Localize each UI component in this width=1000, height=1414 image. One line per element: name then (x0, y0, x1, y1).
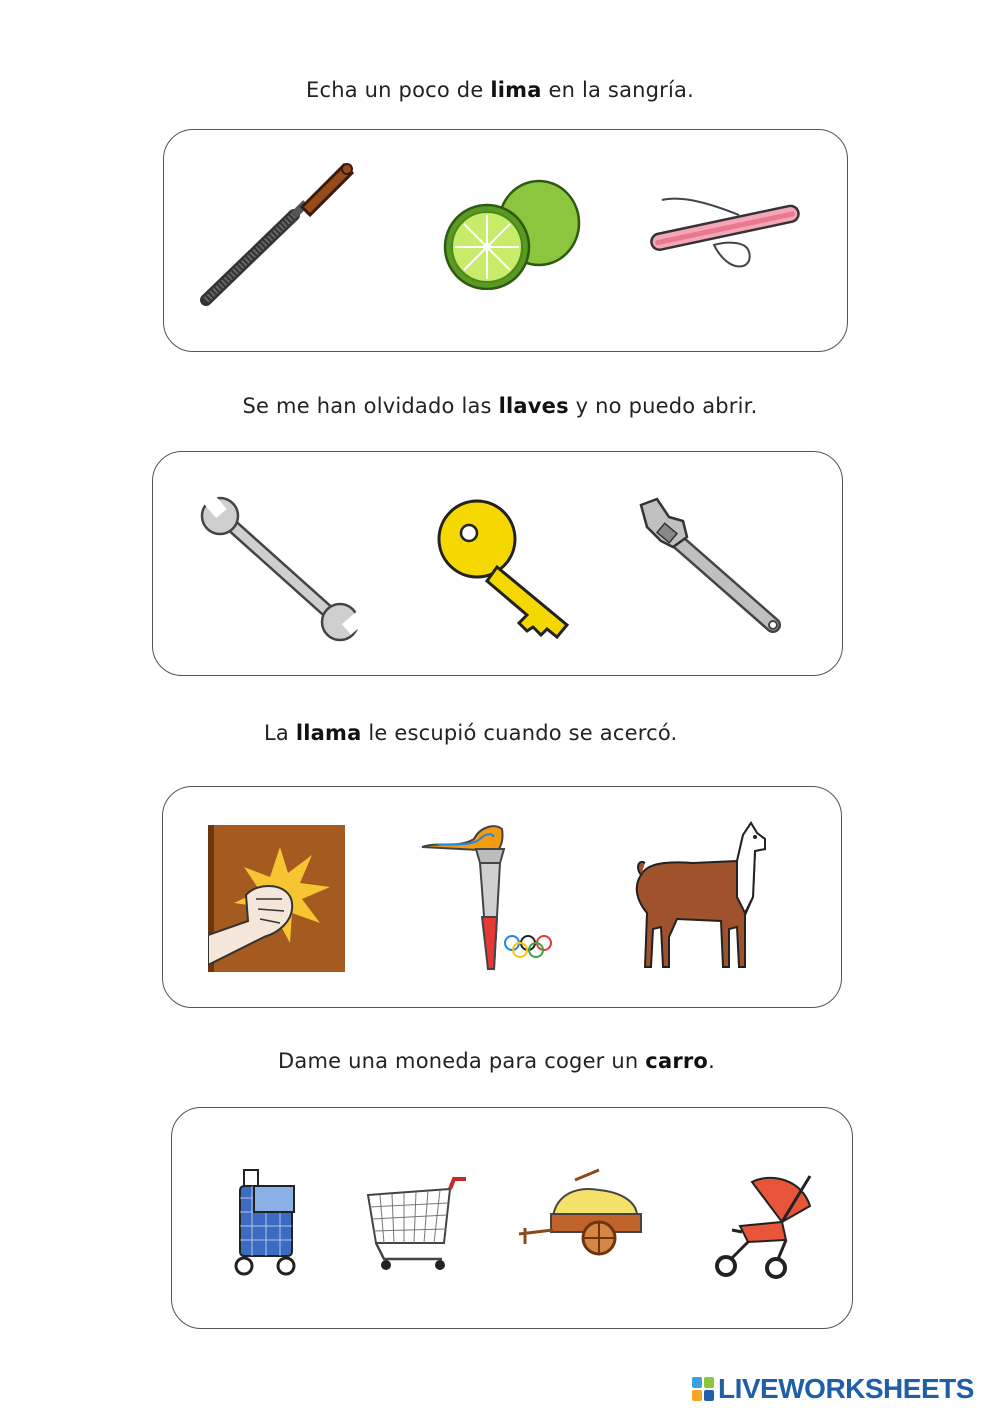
sentence-4-keyword: carro (645, 1049, 709, 1073)
sentence-2-after: y no puedo abrir. (568, 394, 758, 418)
sentence-3-after: le escupió cuando se acercó. (361, 721, 678, 745)
sentence-2-before: Se me han olvidado las (242, 394, 499, 418)
sentence-1-before: Echa un poco de (305, 78, 491, 102)
option-lime[interactable] (439, 175, 584, 290)
sentence-3-before: La (264, 721, 296, 745)
option-nail-file[interactable] (644, 190, 804, 280)
option-open-end-wrench[interactable] (198, 494, 363, 644)
sentence-3-keyword: llama (295, 721, 362, 745)
hay-cart-icon (517, 1168, 647, 1268)
sentence-1-after: en la sangría. (541, 78, 694, 102)
option-hay-cart[interactable] (517, 1168, 647, 1268)
option-llama[interactable] (633, 817, 783, 977)
option-knock-door[interactable] (208, 825, 345, 972)
options-box-2 (152, 451, 843, 676)
lime-fruit-icon (439, 175, 584, 290)
baby-stroller-icon (712, 1170, 822, 1280)
llama-animal-icon (633, 817, 783, 977)
options-box-1 (163, 129, 848, 352)
liveworksheets-brand-text: LIVEWORKSHEETS (718, 1373, 974, 1404)
open-end-wrench-icon (198, 494, 363, 644)
knock-door-icon (208, 825, 345, 972)
option-adjustable-wrench[interactable] (635, 497, 795, 647)
options-box-4 (171, 1107, 853, 1329)
olympic-torch-icon (418, 821, 568, 971)
sentence-2 (0, 394, 1000, 418)
sentence-1 (0, 78, 1000, 102)
nail-file-icon (644, 190, 804, 280)
option-baby-stroller[interactable] (712, 1170, 822, 1280)
sentence-1-keyword: lima (490, 78, 542, 102)
option-shopping-trolley-bag[interactable] (232, 1168, 302, 1278)
shopping-trolley-bag-icon (232, 1168, 302, 1278)
adjustable-wrench-icon (635, 497, 795, 647)
sentence-3 (264, 721, 677, 745)
liveworksheets-logo-icon (692, 1377, 714, 1401)
sentence-4-after: . (708, 1049, 715, 1073)
sentence-4-before: Dame una moneda para coger un (278, 1049, 646, 1073)
sentence-2-keyword: llaves (498, 394, 569, 418)
options-box-3 (162, 786, 842, 1008)
option-key[interactable] (435, 497, 575, 642)
key-icon (435, 497, 575, 642)
option-olympic-torch[interactable] (418, 821, 568, 971)
option-shopping-cart[interactable] (362, 1173, 472, 1273)
sentence-4 (278, 1049, 715, 1073)
option-metal-file[interactable] (194, 155, 354, 310)
metal-file-icon (194, 155, 354, 310)
shopping-cart-icon (362, 1173, 472, 1273)
liveworksheets-logo (692, 1374, 974, 1404)
